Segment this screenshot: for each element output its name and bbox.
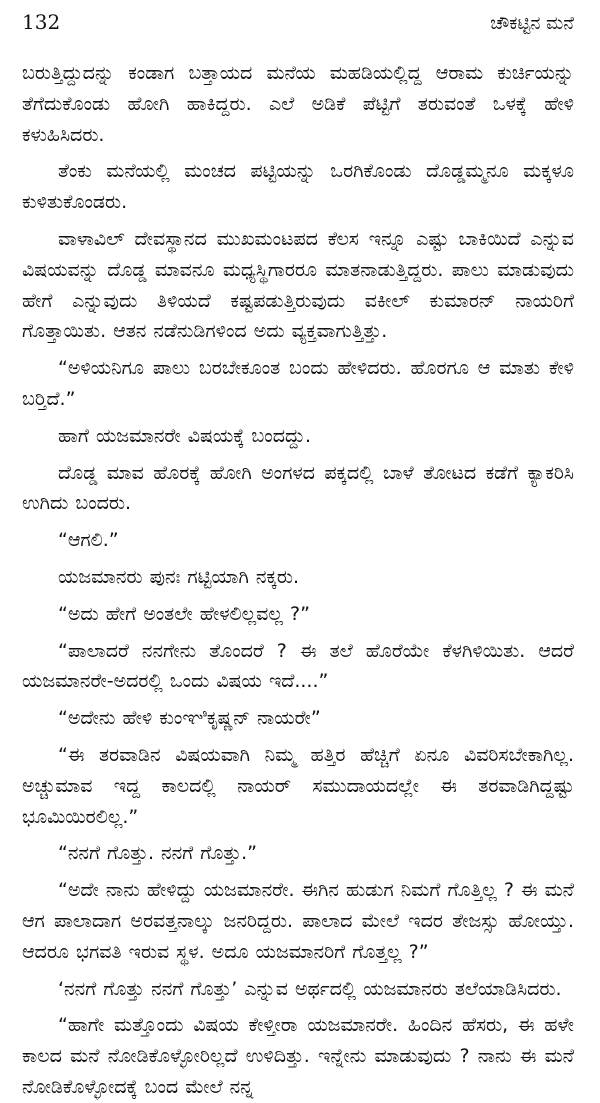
- paragraph: ಹಾಗೆ ಯಜಮಾನರೇ ವಿಷಯಕ್ಕೆ ಬಂದದ್ದು.: [58, 424, 312, 447]
- paragraph: ತೆಂಕು ಮನೆಯಲ್ಲಿ ಮಂಚದ ಪಟ್ಟಿಯನ್ನು ಒರಗಿಕೊಂಡು ದೊಡ್ಡಮ್ಮನೂ ಮಕ್ಕಳೂ ಕುಳಿತುಕೊಂಡರು.: [22, 160, 574, 214]
- paragraph: ಬರುತ್ತಿದ್ದುದನ್ನು ಕಂಡಾಗ ಬತ್ತಾಯದ ಮನೆಯ ಮಹಡಿಯಲ್ಲಿದ್ದ ಆರಾಮ ಕುರ್ಚಿಯನ್ನು ತೆಗೆದುಕೊಂಡು ಹೋಗಿ ಹಾಕಿದ್ದರು. ಎಲೆ ಅಡಿಕೆ ಪೆಟ್ಟಿಗೆ ತರುವಂತೆ ಒಳಕ್ಕೆ ಹೇಳಿ ಕಳುಹಿಸಿದರು.: [22, 62, 574, 146]
- paragraph: “ಹಾಗೇ ಮತ್ತೊಂದು ವಿಷಯ ಕೇಳ್ತೀರಾ ಯಜಮಾನರೇ. ಹಿಂದಿನ ಹೆಸರು, ಈ ಹಳೇ ಕಾಲದ ಮನೆ ನೋಡಿಕೊಳ್ಳೋರಿಲ್ಲದೆ ಉಳಿದಿತ್ತು. ಇನ್ನೇನು ಮಾಡುವುದು ? ನಾನು ಈ ಮನೆ ನೋಡಿಕೊಳ್ಳೋದಕ್ಕೆ ಬಂದ ಮೇಲೆ ನನ್ನ: [22, 1014, 574, 1098]
- paragraph: “ಅದೇ ನಾನು ಹೇಳಿದ್ದು ಯಜಮಾನರೇ. ಈಗಿನ ಹುಡುಗ ನಿಮಗೆ ಗೊತ್ತಿಲ್ಲ ? ಈ ಮನೆ ಆಗ ಪಾಲಾದಾಗ ಅರವತ್ತನಾಲ್ಕು ಜನರಿದ್ದರು. ಪಾಲಾದ ಮೇಲೆ ಇದರ ತೇಜಸ್ಸು ಹೋಯ್ತು. ಆದರೂ ಭಗವತಿ ಇರುವ ಸ್ಥಳ. ಅದೂ ಯಜಮಾನರಿಗೆ ಗೊತ್ತಲ್ಲ ?”: [22, 879, 574, 963]
- paragraph: “ಅದೇನು ಹೇಳಿ ಕುಂಞಿಕೃಷ್ಣನ್ ನಾಯರೇ”: [58, 707, 321, 730]
- page-number: 132: [22, 10, 61, 34]
- paragraph: ‘ನನಗೆ ಗೊತ್ತು ನನಗೆ ಗೊತ್ತು’ ಎನ್ನುವ ಅರ್ಥದಲ್ಲಿ ಯಜಮಾನರು ತಲೆಯಾಡಿಸಿದರು.: [58, 977, 562, 1000]
- paragraph: “ನನಗೆ ಗೊತ್ತು. ನನಗೆ ಗೊತ್ತು.”: [58, 842, 257, 865]
- paragraph: ದೊಡ್ಡ ಮಾವ ಹೊರಕ್ಕೆ ಹೋಗಿ ಅಂಗಳದ ಪಕ್ಕದಲ್ಲಿ ಬಾಳೆ ತೋಟದ ಕಡೆಗೆ ಕ್ಯಾಕರಿಸಿ ಉಗಿದು ಬಂದರು.: [22, 461, 574, 515]
- paragraph: ವಾಳಾವಿಲ್ ದೇವಸ್ಥಾನದ ಮುಖಮಂಟಪದ ಕೆಲಸ ಇನ್ನೂ ಎಷ್ಟು ಬಾಕಿಯಿದೆ ಎನ್ನುವ ವಿಷಯವನ್ನು ದೊಡ್ಡ ಮಾವನೂ ಮಧ್ಯಸ್ಥಿಗಾರರೂ ಮಾತನಾಡುತ್ತಿದ್ದರು. ಪಾಲು ಮಾಡುವುದು ಹೇಗೆ ಎನ್ನುವುದು ತಿಳಿಯದೆ ಕಷ್ಟಪಡುತ್ತಿರುವುದು ವಕೀಲ್ ಕುಮಾರನ್ ನಾಯರಿಗೆ ಗೊತ್ತಾಯಿತು. ಆತನ ನಡೆನುಡಿಗಳಿಂದ ಅದು ವ್ಯಕ್ತವಾಗುತ್ತಿತ್ತು.: [22, 227, 574, 343]
- paragraph: ಯಜಮಾನರು ಪುನಃ ಗಟ್ಟಿಯಾಗಿ ನಕ್ಕರು.: [58, 565, 299, 588]
- paragraph: “ಅದು ಹೇಗೆ ಅಂತಲೇ ಹೇಳಲಿಲ್ಲವಲ್ಲ ?”: [58, 602, 310, 625]
- paragraph: “ಆಗಲಿ.”: [58, 529, 119, 552]
- paragraph: “ಈ ತರವಾಡಿನ ವಿಷಯವಾಗಿ ನಿಮ್ಮ ಹತ್ತಿರ ಹೆಚ್ಚಿಗೆ ಏನೂ ವಿವರಿಸಬೇಕಾಗಿಲ್ಲ. ಅಚ್ಚುಮಾವ ಇದ್ದ ಕಾಲದಲ್ಲಿ ನಾಯರ್ ಸಮುದಾಯದಲ್ಲೇ ಈ ತರವಾಡಿಗಿದ್ದಷ್ಟು ಭೂಮಿಯಿರಲಿಲ್ಲ.”: [22, 743, 574, 828]
- running-title: ಚೌಕಟ್ಟಿನ ಮನೆ: [490, 13, 574, 34]
- body-text: [22, 58, 574, 1103]
- page-header: [22, 10, 574, 50]
- paragraph: “ಪಾಲಾದರೆ ನನಗೇನು ತೊಂದರೆ ? ಈ ತಲೆ ಹೊರೆಯೇ ಕೆಳಗಿಳಿಯಿತು. ಆದರೆ ಯಜಮಾನರೇ-ಅದರಲ್ಲಿ ಒಂದು ವಿಷಯ ಇದೆ....”: [22, 639, 574, 693]
- paragraph: “ಅಳಿಯನಿಗೂ ಪಾಲು ಬರಬೇಕೂಂತ ಬಂದು ಹೇಳಿದರು. ಹೊರಗೂ ಆ ಮಾತು ಕೇಳಿ ಬರ್‍ತಿದೆ.”: [22, 357, 574, 410]
